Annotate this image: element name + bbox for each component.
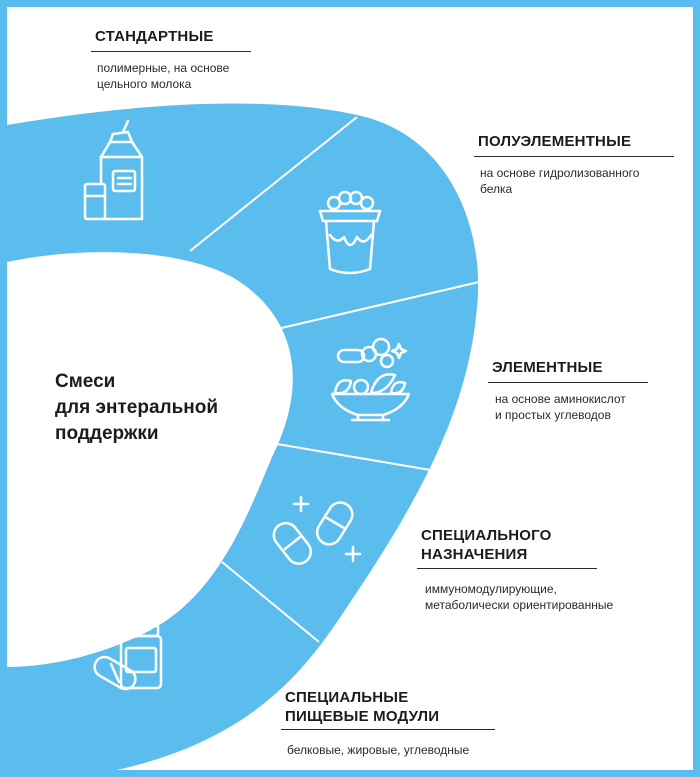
title-line: НАЗНАЧЕНИЯ bbox=[421, 546, 528, 563]
category-food-modules-desc bbox=[287, 742, 469, 758]
category-standard-title: СТАНДАРТНЫЕ bbox=[95, 28, 214, 45]
category-standard-desc bbox=[97, 60, 229, 92]
desc-line: метаболически ориентированные bbox=[425, 598, 614, 612]
desc-line: белковые, жировые, углеводные bbox=[287, 743, 470, 757]
category-elemental-rule bbox=[488, 382, 648, 383]
desc-line: цельного молока bbox=[97, 77, 192, 91]
category-elemental-title: ЭЛЕМЕНТНЫЕ bbox=[492, 359, 603, 376]
category-semi-elemental-rule bbox=[474, 156, 674, 157]
center-title-line: Смеси bbox=[55, 371, 116, 392]
title-line: СПЕЦИАЛЬНОГО bbox=[421, 527, 552, 544]
center-title bbox=[55, 369, 275, 447]
category-semi-elemental-desc bbox=[480, 165, 639, 197]
desc-line: на основе аминокислот bbox=[495, 392, 626, 406]
title-line: СПЕЦИАЛЬНЫЕ bbox=[285, 689, 409, 706]
center-title-line: для энтеральной bbox=[55, 397, 219, 418]
desc-line: белка bbox=[480, 182, 513, 196]
category-special-purpose-rule bbox=[417, 568, 597, 569]
category-food-modules-rule bbox=[281, 729, 495, 730]
center-title-line: поддержки bbox=[55, 423, 159, 444]
desc-line: и простых углеводов bbox=[495, 408, 611, 422]
category-special-purpose-desc bbox=[425, 581, 613, 613]
category-standard-rule bbox=[91, 51, 251, 52]
category-semi-elemental-title: ПОЛУЭЛЕМЕНТНЫЕ bbox=[478, 133, 632, 150]
category-special-purpose-title bbox=[421, 526, 552, 564]
category-elemental-desc bbox=[495, 391, 626, 423]
desc-line: на основе гидролизованного bbox=[480, 166, 640, 180]
desc-line: полимерные, на основе bbox=[97, 61, 230, 75]
desc-line: иммуномодулирующие, bbox=[425, 582, 557, 596]
category-food-modules-title bbox=[285, 688, 439, 726]
title-line: ПИЩЕВЫЕ МОДУЛИ bbox=[285, 708, 440, 725]
